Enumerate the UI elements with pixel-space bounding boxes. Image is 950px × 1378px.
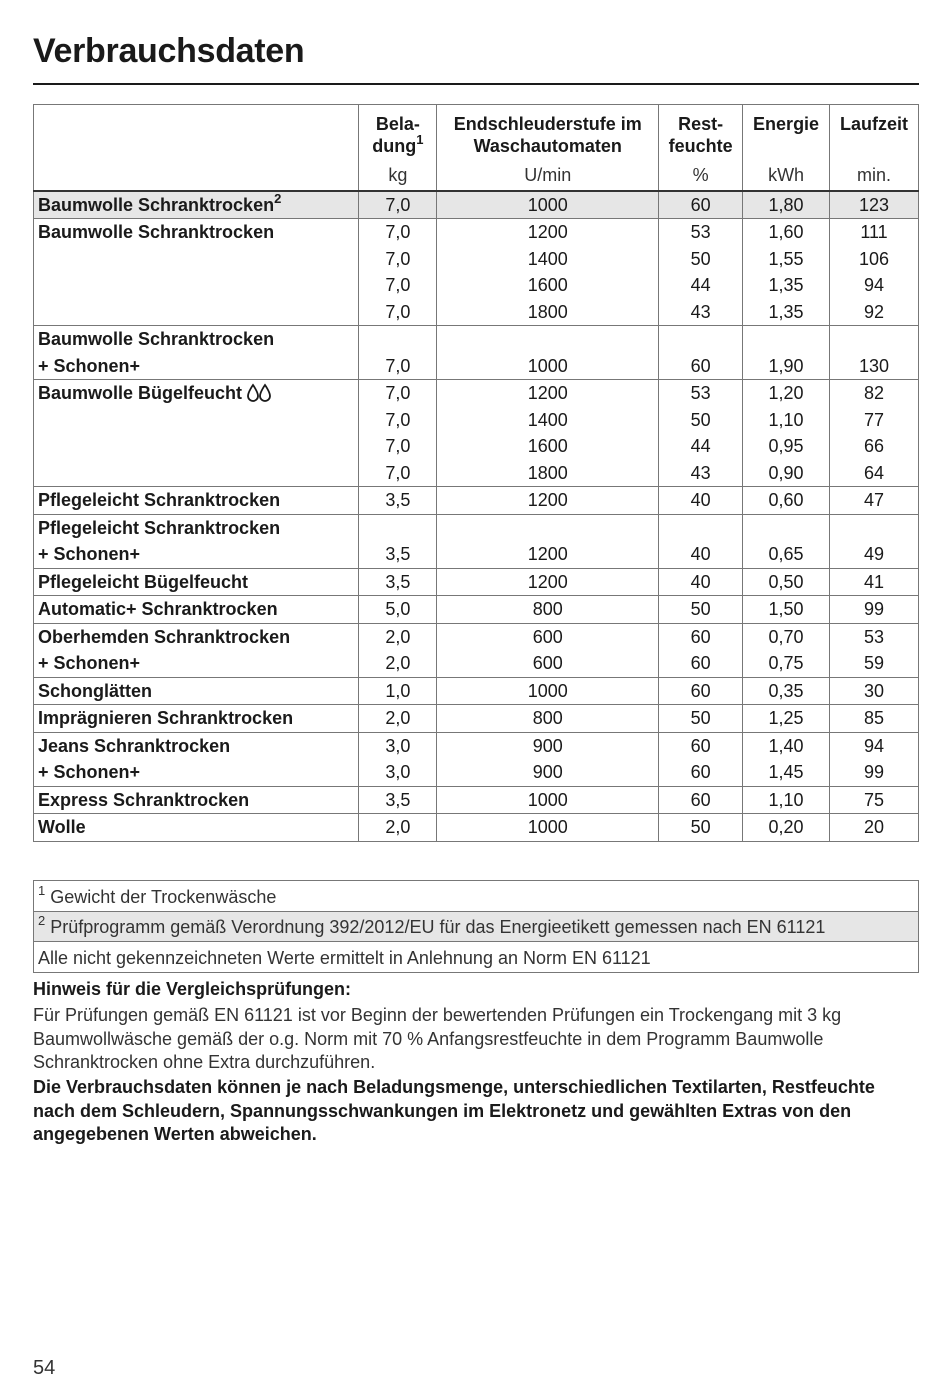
restfeuchte-value: 60: [659, 326, 743, 380]
beladung-value: 3,5: [359, 514, 437, 568]
double-drop-icon: [246, 383, 272, 411]
consumption-table: [33, 104, 919, 842]
header-restfeuchte: Rest- feuchte: [659, 105, 743, 161]
title-rule: [33, 83, 919, 85]
restfeuchte-value: 50: [659, 814, 743, 842]
energie-value: 1,40 1,45: [743, 732, 830, 786]
beladung-value: 3,5: [359, 568, 437, 596]
table-row: [34, 568, 919, 596]
schleuder-value: 1200 1400 1600 1800: [437, 380, 659, 487]
restfeuchte-value: 40: [659, 568, 743, 596]
program-name: Imprägnieren Schranktrocken: [34, 705, 359, 733]
laufzeit-value: 75: [830, 786, 919, 814]
energie-value: 0,20: [743, 814, 830, 842]
energie-value: 1,90: [743, 326, 830, 380]
program-name: Baumwolle Bügelfeucht: [34, 380, 359, 487]
footnote-row: [34, 911, 919, 942]
restfeuchte-value: 50: [659, 596, 743, 624]
restfeuchte-value: 40: [659, 514, 743, 568]
hint-title: Hinweis für die Vergleichsprüfungen:: [33, 979, 352, 999]
beladung-value: 2,0: [359, 814, 437, 842]
unit-laufzeit: min.: [830, 161, 919, 191]
program-name: Baumwolle Schranktrocken$^2$: [34, 191, 359, 219]
schleuder-value: 1000: [437, 326, 659, 380]
program-name: Baumwolle Schranktrocken: [34, 219, 359, 326]
restfeuchte-value: 53 50 44 43: [659, 219, 743, 326]
header-beladung: Bela- dung$^1$: [359, 105, 437, 161]
beladung-value: 2,0: [359, 705, 437, 733]
laufzeit-value: 130: [830, 326, 919, 380]
table-row: [34, 814, 919, 842]
restfeuchte-value: 50: [659, 705, 743, 733]
beladung-value: 3,0 3,0: [359, 732, 437, 786]
table-row: [34, 596, 919, 624]
unit-schleuder: U/min: [437, 161, 659, 191]
restfeuchte-value: 60: [659, 677, 743, 705]
schleuder-value: 1200: [437, 487, 659, 515]
page-number: 54: [33, 1357, 56, 1378]
program-name: Automatic+ Schranktrocken: [34, 596, 359, 624]
beladung-value: 5,0: [359, 596, 437, 624]
restfeuchte-value: 53 50 44 43: [659, 380, 743, 487]
schleuder-value: 900 900: [437, 732, 659, 786]
table-row: [34, 487, 919, 515]
energie-value: 1,50: [743, 596, 830, 624]
header-energie: Energie: [743, 105, 830, 161]
energie-value: 0,70 0,75: [743, 623, 830, 677]
footnote-marker: 2: [38, 913, 46, 928]
program-name: Baumwolle Schranktrocken + Schonen+: [34, 326, 359, 380]
schleuder-value: 800: [437, 596, 659, 624]
energie-value: 0,60: [743, 487, 830, 515]
energie-value: 0,50: [743, 568, 830, 596]
footnote-row: [34, 942, 919, 973]
program-name: Pflegeleicht Bügelfeucht: [34, 568, 359, 596]
header-laufzeit: Laufzeit: [830, 105, 919, 161]
laufzeit-value: 94 99: [830, 732, 919, 786]
laufzeit-value: 47: [830, 487, 919, 515]
table-row: [34, 191, 919, 219]
energie-value: 1,10: [743, 786, 830, 814]
header-schleuder: Endschleuderstufe im Waschautomaten: [437, 105, 659, 161]
laufzeit-value: 82 77 66 64: [830, 380, 919, 487]
program-name: Express Schranktrocken: [34, 786, 359, 814]
schleuder-value: 600 600: [437, 623, 659, 677]
footnote-text: Alle nicht gekennzeichneten Werte ermittelt in Anlehnung an Norm EN 61121: [38, 947, 651, 968]
program-name: Pflegeleicht Schranktrocken + Schonen+: [34, 514, 359, 568]
schleuder-value: 1000: [437, 786, 659, 814]
laufzeit-value: 49: [830, 514, 919, 568]
table-header-row: [34, 105, 919, 161]
beladung-value: 7,0 7,0 7,0 7,0: [359, 380, 437, 487]
beladung-value: 7,0: [359, 326, 437, 380]
beladung-value: 1,0: [359, 677, 437, 705]
unit-restfeuchte: %: [659, 161, 743, 191]
page-title: Verbrauchsdaten: [33, 32, 305, 70]
schleuder-value: 800: [437, 705, 659, 733]
units-row: [34, 161, 919, 191]
restfeuchte-value: 40: [659, 487, 743, 515]
table-row: [34, 326, 919, 380]
program-name: Schonglätten: [34, 677, 359, 705]
restfeuchte-value: 60 60: [659, 732, 743, 786]
unit-beladung: kg: [359, 161, 437, 191]
table-row: [34, 786, 919, 814]
laufzeit-value: 111 106 94 92: [830, 219, 919, 326]
restfeuchte-value: 60: [659, 191, 743, 219]
laufzeit-value: 20: [830, 814, 919, 842]
schleuder-value: 1000: [437, 677, 659, 705]
energie-value: 1,60 1,55 1,35 1,35: [743, 219, 830, 326]
energie-value: 0,65: [743, 514, 830, 568]
unit-energie: kWh: [743, 161, 830, 191]
energie-value: 1,20 1,10 0,95 0,90: [743, 380, 830, 487]
table-row: [34, 623, 919, 677]
table-row: [34, 705, 919, 733]
schleuder-value: 1000: [437, 814, 659, 842]
laufzeit-value: 53 59: [830, 623, 919, 677]
schleuder-value: 1200 1400 1600 1800: [437, 219, 659, 326]
program-name: Pflegeleicht Schranktrocken: [34, 487, 359, 515]
footnote-text: Gewicht der Trockenwäsche: [50, 886, 277, 907]
schleuder-value: 1200: [437, 514, 659, 568]
energie-value: 1,25: [743, 705, 830, 733]
table-row: [34, 677, 919, 705]
beladung-value: 3,5: [359, 487, 437, 515]
header-program: [34, 105, 359, 161]
energie-value: 1,80: [743, 191, 830, 219]
energie-value: 0,35: [743, 677, 830, 705]
table-row: [34, 732, 919, 786]
deviation-note: Die Verbrauchsdaten können je nach Beladungsmenge, unterschiedlichen Textilarten, Restfeuchte nach dem Schleudern, Spannungsschwankungen im Elektronetz und gewählten Extras von den angegebenen Werten abweichen.: [33, 1077, 875, 1144]
footnote-text: Prüfprogramm gemäß Verordnung 392/2012/EU für das Energieetikett gemessen nach EN 61121: [50, 917, 826, 937]
laufzeit-value: 99: [830, 596, 919, 624]
program-name: Oberhemden Schranktrocken + Schonen+: [34, 623, 359, 677]
footnotes-table: [33, 880, 919, 973]
beladung-value: 3,5: [359, 786, 437, 814]
table-row: [34, 514, 919, 568]
schleuder-value: 1200: [437, 568, 659, 596]
table-row: [34, 219, 919, 326]
restfeuchte-value: 60 60: [659, 623, 743, 677]
beladung-value: 7,0: [359, 191, 437, 219]
beladung-value: 7,0 7,0 7,0 7,0: [359, 219, 437, 326]
program-name: Jeans Schranktrocken + Schonen+: [34, 732, 359, 786]
table-row: [34, 380, 919, 487]
laufzeit-value: 85: [830, 705, 919, 733]
laufzeit-value: 41: [830, 568, 919, 596]
beladung-value: 2,0 2,0: [359, 623, 437, 677]
laufzeit-value: 30: [830, 677, 919, 705]
restfeuchte-value: 60: [659, 786, 743, 814]
laufzeit-value: 123: [830, 191, 919, 219]
program-name: Wolle: [34, 814, 359, 842]
footnote-marker: 1: [38, 882, 46, 898]
schleuder-value: 1000: [437, 191, 659, 219]
hint-text: Für Prüfungen gemäß EN 61121 ist vor Beginn der bewertenden Prüfungen ein Trockengang mit 3 kg Baumwollwäsche gemäß der o.g. Norm mit 70 % Anfangsrestfeuchte in dem Programm Baumwolle Schranktrocken ohne Extra durchzuführen.: [33, 1005, 842, 1072]
footnote-row: [34, 881, 919, 912]
